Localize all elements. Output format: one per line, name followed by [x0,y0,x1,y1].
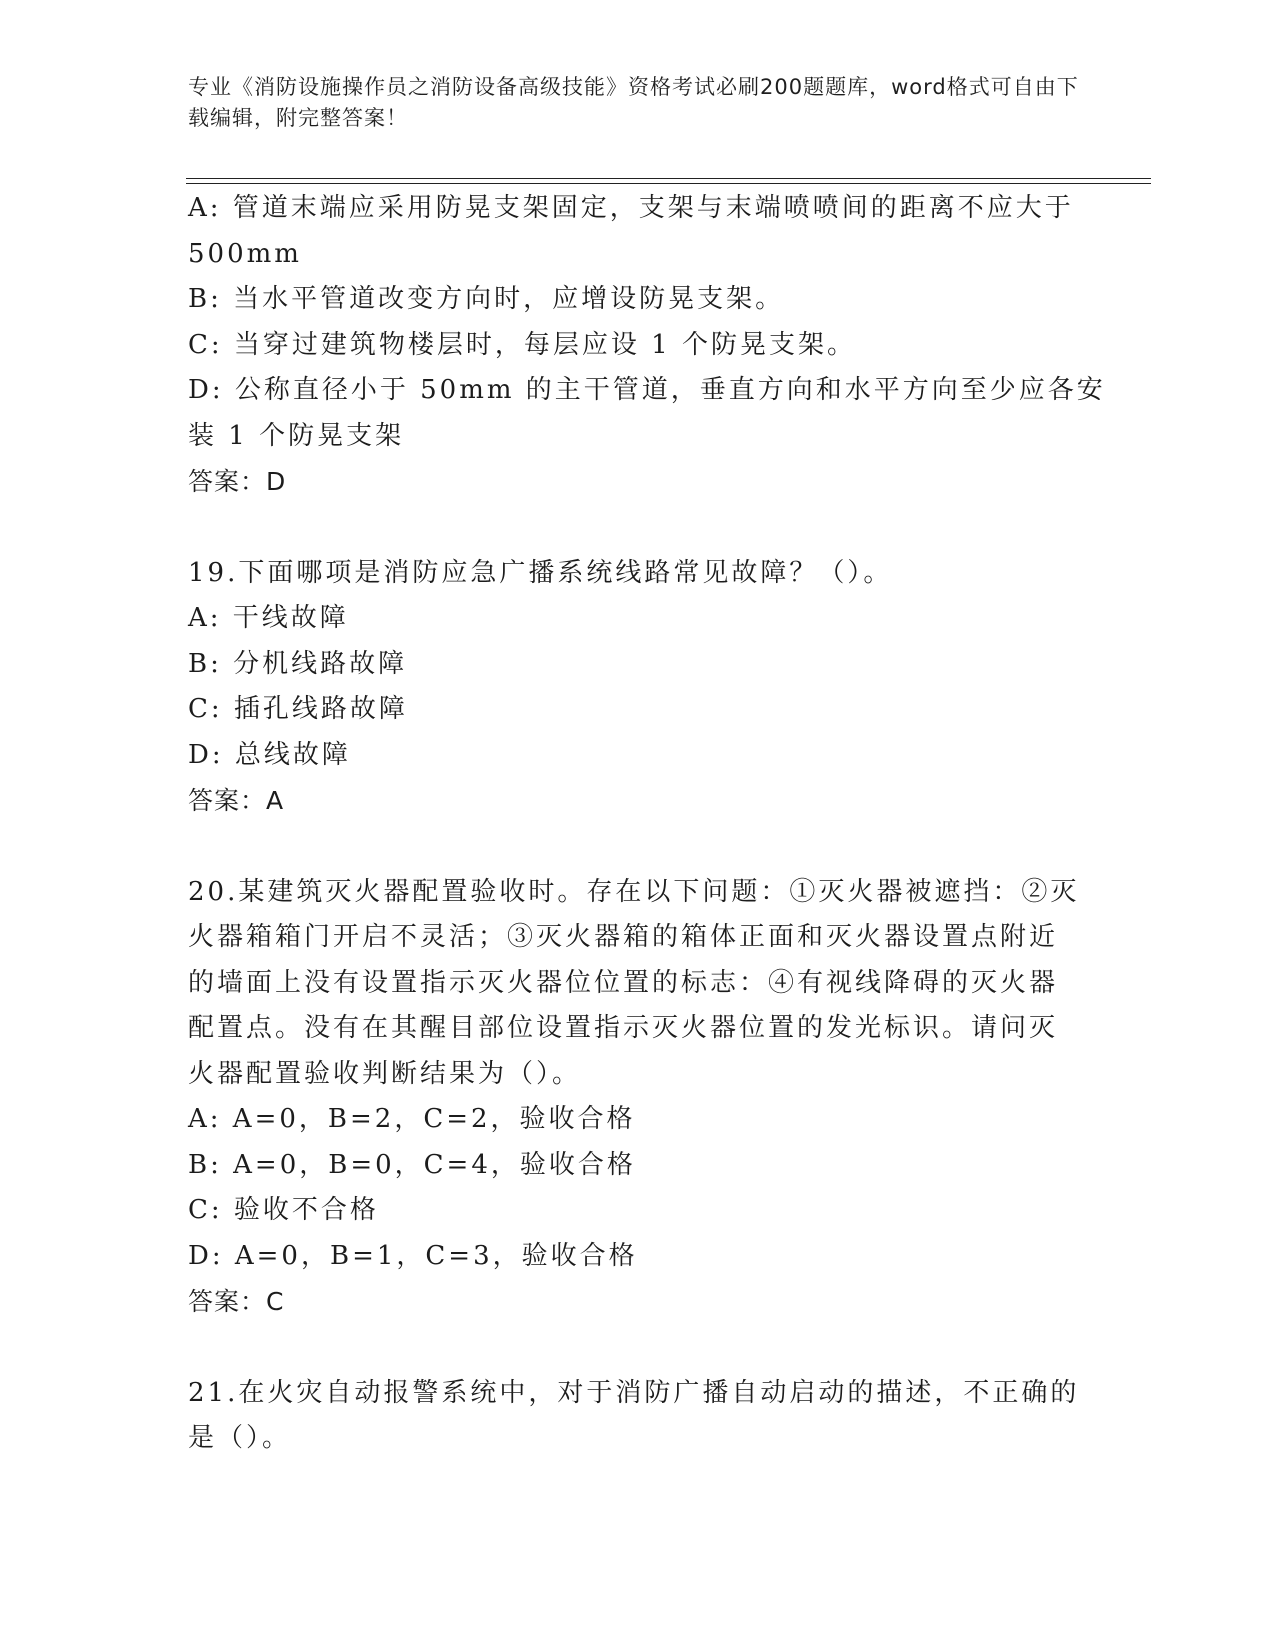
q18-option-b: B: 当水平管道改变方向时，应增设防晃支架。 [188,284,785,314]
q19-answer: 答案：A [188,786,285,815]
q19-option-d: D: 总线故障 [188,739,351,770]
header-divider-top [186,178,1151,179]
q19-question: 19.下面哪项是消防应急广播系统线路常见故障？（）。 [188,557,893,588]
q20-question-line4: 配置点。没有在其醒目部位设置指示灭火器位置的发光标识。请问灭 [188,1013,1059,1043]
q19-option-b: B: 分机线路故障 [188,648,408,679]
q18-option-a-line1: A: 管道末端应采用防晃支架固定，支架与末端喷喷间的距离不应大于 [188,193,1074,223]
question-21 [188,1371,1078,1462]
spacer [188,1325,1078,1371]
q20-question-line2: 火器箱箱门开启不灵活；③灭火器箱的箱体正面和灭火器设置点附近 [188,922,1059,952]
spacer [188,824,1078,870]
question-content [188,186,1106,1462]
document-header: 专业《消防设施操作员之消防设备高级技能》资格考试必刷200题题库，word格式可自由下载编辑，附完整答案！ [188,75,1079,130]
q18-option-d-line1: D: 公称直径小于 50mm 的主干管道，垂直方向和水平方向至少应各安 [188,375,1106,405]
q20-answer: 答案：C [188,1287,285,1316]
spacer [188,505,1078,551]
q18-option-d-line2: 装 1 个防晃支架 [188,420,405,451]
q20-option-b: B: A=0，B=0，C=4，验收合格 [188,1149,636,1180]
q20-question-line3: 的墙面上没有设置指示灭火器位位置的标志：④有视线降碍的灭火器 [188,967,1059,998]
q20-option-a: A: A=0，B=2，C=2，验收合格 [188,1104,636,1134]
q18-option-a-line2: 500mm [188,238,302,269]
q19-option-a: A: 干线故障 [188,603,349,633]
question-19 [188,551,1078,824]
q21-question-line1: 21.在火灾自动报警系统中，对于消防广播自动启动的描述，不正确的 [188,1377,1080,1408]
question-18 [188,186,1106,505]
q19-option-c: C: 插孔线路故障 [188,694,408,724]
q21-question-line2: 是（）。 [188,1423,292,1453]
q20-question-line5: 火器配置验收判断结果为（）。 [188,1058,582,1089]
header-divider-bottom [186,183,1151,184]
q20-option-c: C: 验收不合格 [188,1195,379,1225]
q20-option-d: D: A=0，B=1，C=3，验收合格 [188,1240,638,1271]
q18-option-c: C: 当穿过建筑物楼层时，每层应设 1 个防晃支架。 [188,329,856,360]
q18-answer: 答案：D [188,467,287,496]
question-20 [188,870,1078,1325]
q20-question-line1: 20.某建筑灭火器配置验收时。存在以下问题：①灭火器被遮挡：②灭 [188,876,1080,907]
